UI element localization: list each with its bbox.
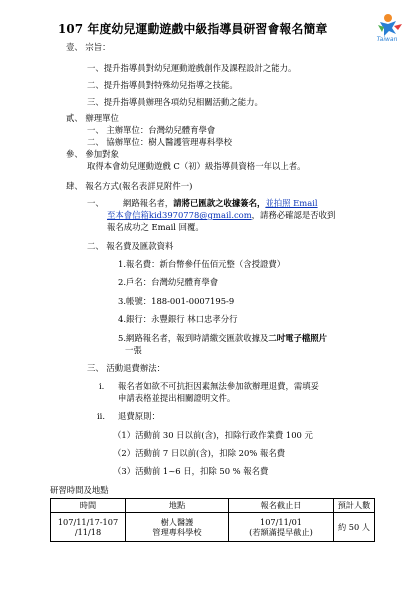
refund-rule: （3）活動前 1~6 日，扣除 50 % 報名費 (113, 466, 269, 476)
purpose-heading: 壹、 宗旨： (66, 42, 111, 52)
refund-i-line1: 報名者如欲不可抗拒因素無法參加欲辦理退費，需填妥 (118, 381, 319, 391)
fee-item: 4.銀行：永豐銀行 林口忠孝分行 (118, 314, 238, 324)
participants-text: 取得本會幼兒運動遊戲 C（初）級指導員資格一年以上者。 (87, 161, 306, 171)
deadline-cell: 107/11/01 (若額滿提早截止) (229, 513, 334, 542)
organizer-item: 一、 主辦單位：台灣幼兒體育學會 (87, 125, 216, 135)
purpose-item: 三、提升指導員辦理各項幼兒相關活動之能力。 (87, 97, 263, 107)
refund-ii-text: 退費原則： (118, 411, 160, 421)
organizers-heading: 貳、 辦理單位 (66, 113, 119, 123)
purpose-item: 一、提升指導員對幼兒運動遊戲創作及課程設計之能力。 (87, 63, 297, 73)
association-logo-icon (362, 12, 412, 42)
page-title: 107 年度幼兒運動遊戲中級指導員研習會報名簡章 (58, 22, 328, 36)
online-line1: 網路報名者，請將已匯款之收據簽名，並拍照 Email (123, 198, 318, 208)
schedule-heading: 研習時間及地點 (50, 485, 109, 495)
count-cell: 約 50 人 (334, 513, 375, 542)
refund-i-label: i. (99, 381, 105, 391)
email-link[interactable]: kid3970778@gmail.com (148, 210, 252, 220)
place-cell: 樹人醫護 管理專科學校 (126, 513, 229, 542)
fee-item: 3.帳號：188-001-0007195-9 (118, 296, 235, 306)
online-number: 一、 (87, 198, 104, 208)
time-cell: 107/11/17-107 /11/18 (51, 513, 126, 542)
online-line3: 報名成功之 Email 回覆。 (107, 222, 204, 232)
fee-item-5-line2: 一張 (125, 345, 142, 355)
table-row (51, 513, 375, 542)
registration-heading: 肆、 報名方式(報名表詳見附件一) (66, 181, 193, 191)
fee-item: 2.戶名：台灣幼兒體育學會 (118, 277, 219, 287)
table-header: 預計人數 (334, 499, 375, 513)
table-header: 地點 (126, 499, 229, 513)
table-header: 報名截止日 (229, 499, 334, 513)
purpose-item: 二、提升指導員對特殊幼兒指導之技能。 (87, 80, 238, 90)
table-header: 時間 (51, 499, 126, 513)
table-header-row (51, 499, 375, 513)
refund-heading: 三、 活動退費辦法： (87, 363, 166, 373)
fee-item: 1.報名費：新台幣參仟伍佰元整（含授證費） (118, 259, 286, 269)
svg-text:Taiwan: Taiwan (376, 36, 398, 42)
refund-rule: （1）活動前 30 日以前(含)，扣除行政作業費 100 元 (113, 430, 313, 440)
refund-ii-label: ii. (97, 411, 106, 421)
participants-heading: 參、 參加對象 (66, 149, 119, 159)
email-instruction-link[interactable]: 並拍照 Email (265, 198, 318, 208)
fee-heading: 二、 報名費及匯款資料 (87, 241, 174, 251)
refund-i-line2: 申請表格並提出相關證明文件。 (118, 393, 236, 403)
online-line2: 至本會信箱kid3970778@gmail.com，請務必確認是否收到 (107, 210, 336, 220)
fee-item-5: 5.網路報名者，報到時請繳交匯款收據及二吋電子檔照片 (118, 333, 327, 343)
refund-rule: （2）活動前 7 日以前(含)，扣除 20% 報名費 (113, 448, 286, 458)
schedule-table (50, 498, 375, 542)
organizer-item: 二、 協辦單位：樹人醫護管理專科學校 (87, 137, 233, 147)
